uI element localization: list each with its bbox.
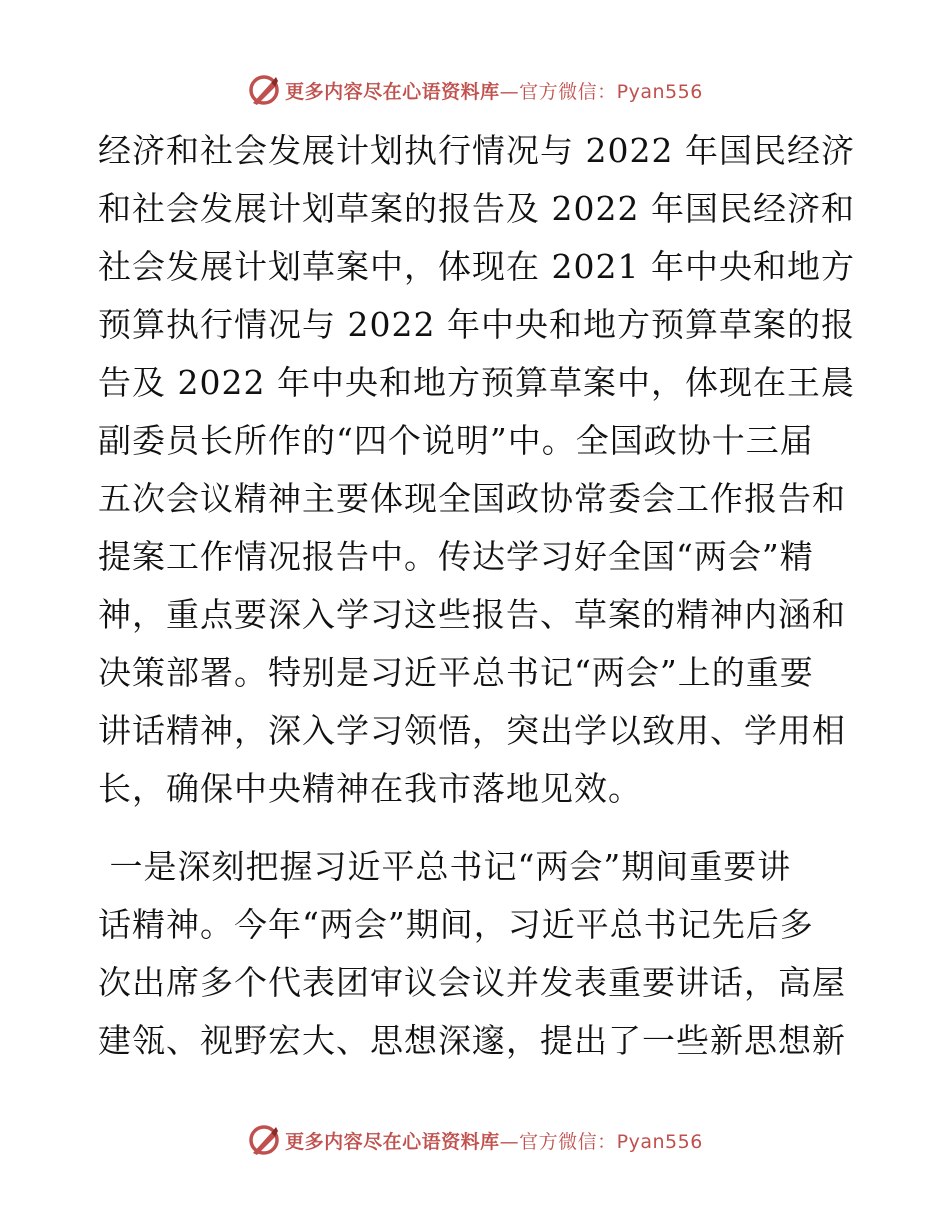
footer-banner	[0, 1120, 950, 1160]
paragraph-2	[98, 838, 858, 1070]
text-line: 长，确保中央精神在我市落地见效。	[98, 769, 642, 808]
text-line: 次出席多个代表团审议会议并发表重要讲话，高屋	[98, 963, 846, 1002]
document-body	[98, 122, 858, 1070]
text-line: 神，重点要深入学习这些报告、草案的精神内涵和	[98, 595, 846, 634]
banner-title: 更多内容尽在心语资料库—官方微信：Pyan556	[285, 1130, 703, 1153]
pen-logo-icon	[247, 73, 281, 107]
text-line: 一是深刻把握习近平总书记“两会”期间重要讲	[98, 847, 792, 886]
text-line: 讲话精神，深入学习领悟，突出学以致用、学用相	[98, 711, 846, 750]
text-line: 五次会议精神主要体现全国政协常委会工作报告和	[98, 479, 846, 518]
text-line: 副委员长所作的“四个说明”中。全国政协十三届	[98, 421, 814, 460]
text-line: 建瓴、视野宏大、思想深邃，提出了一些新思想新	[98, 1021, 846, 1060]
text-line: 预算执行情况与 2022 年中央和地方预算草案的报	[98, 305, 855, 344]
pen-logo-icon	[247, 1123, 281, 1157]
text-line: 经济和社会发展计划执行情况与 2022 年国民经济	[98, 131, 855, 170]
text-line: 社会发展计划草案中，体现在 2021 年中央和地方	[98, 247, 855, 286]
text-line: 告及 2022 年中央和地方预算草案中，体现在王晨	[98, 363, 855, 402]
text-line: 话精神。今年“两会”期间，习近平总书记先后多	[98, 905, 814, 944]
banner-title: 更多内容尽在心语资料库—官方微信：Pyan556	[285, 80, 703, 103]
paragraph-1	[98, 122, 858, 818]
text-line: 决策部署。特别是习近平总书记“两会”上的重要	[98, 653, 814, 692]
header-banner	[0, 70, 950, 110]
text-line: 提案工作情况报告中。传达学习好全国“两会”精	[98, 537, 814, 576]
text-line: 和社会发展计划草案的报告及 2022 年国民经济和	[98, 189, 855, 228]
